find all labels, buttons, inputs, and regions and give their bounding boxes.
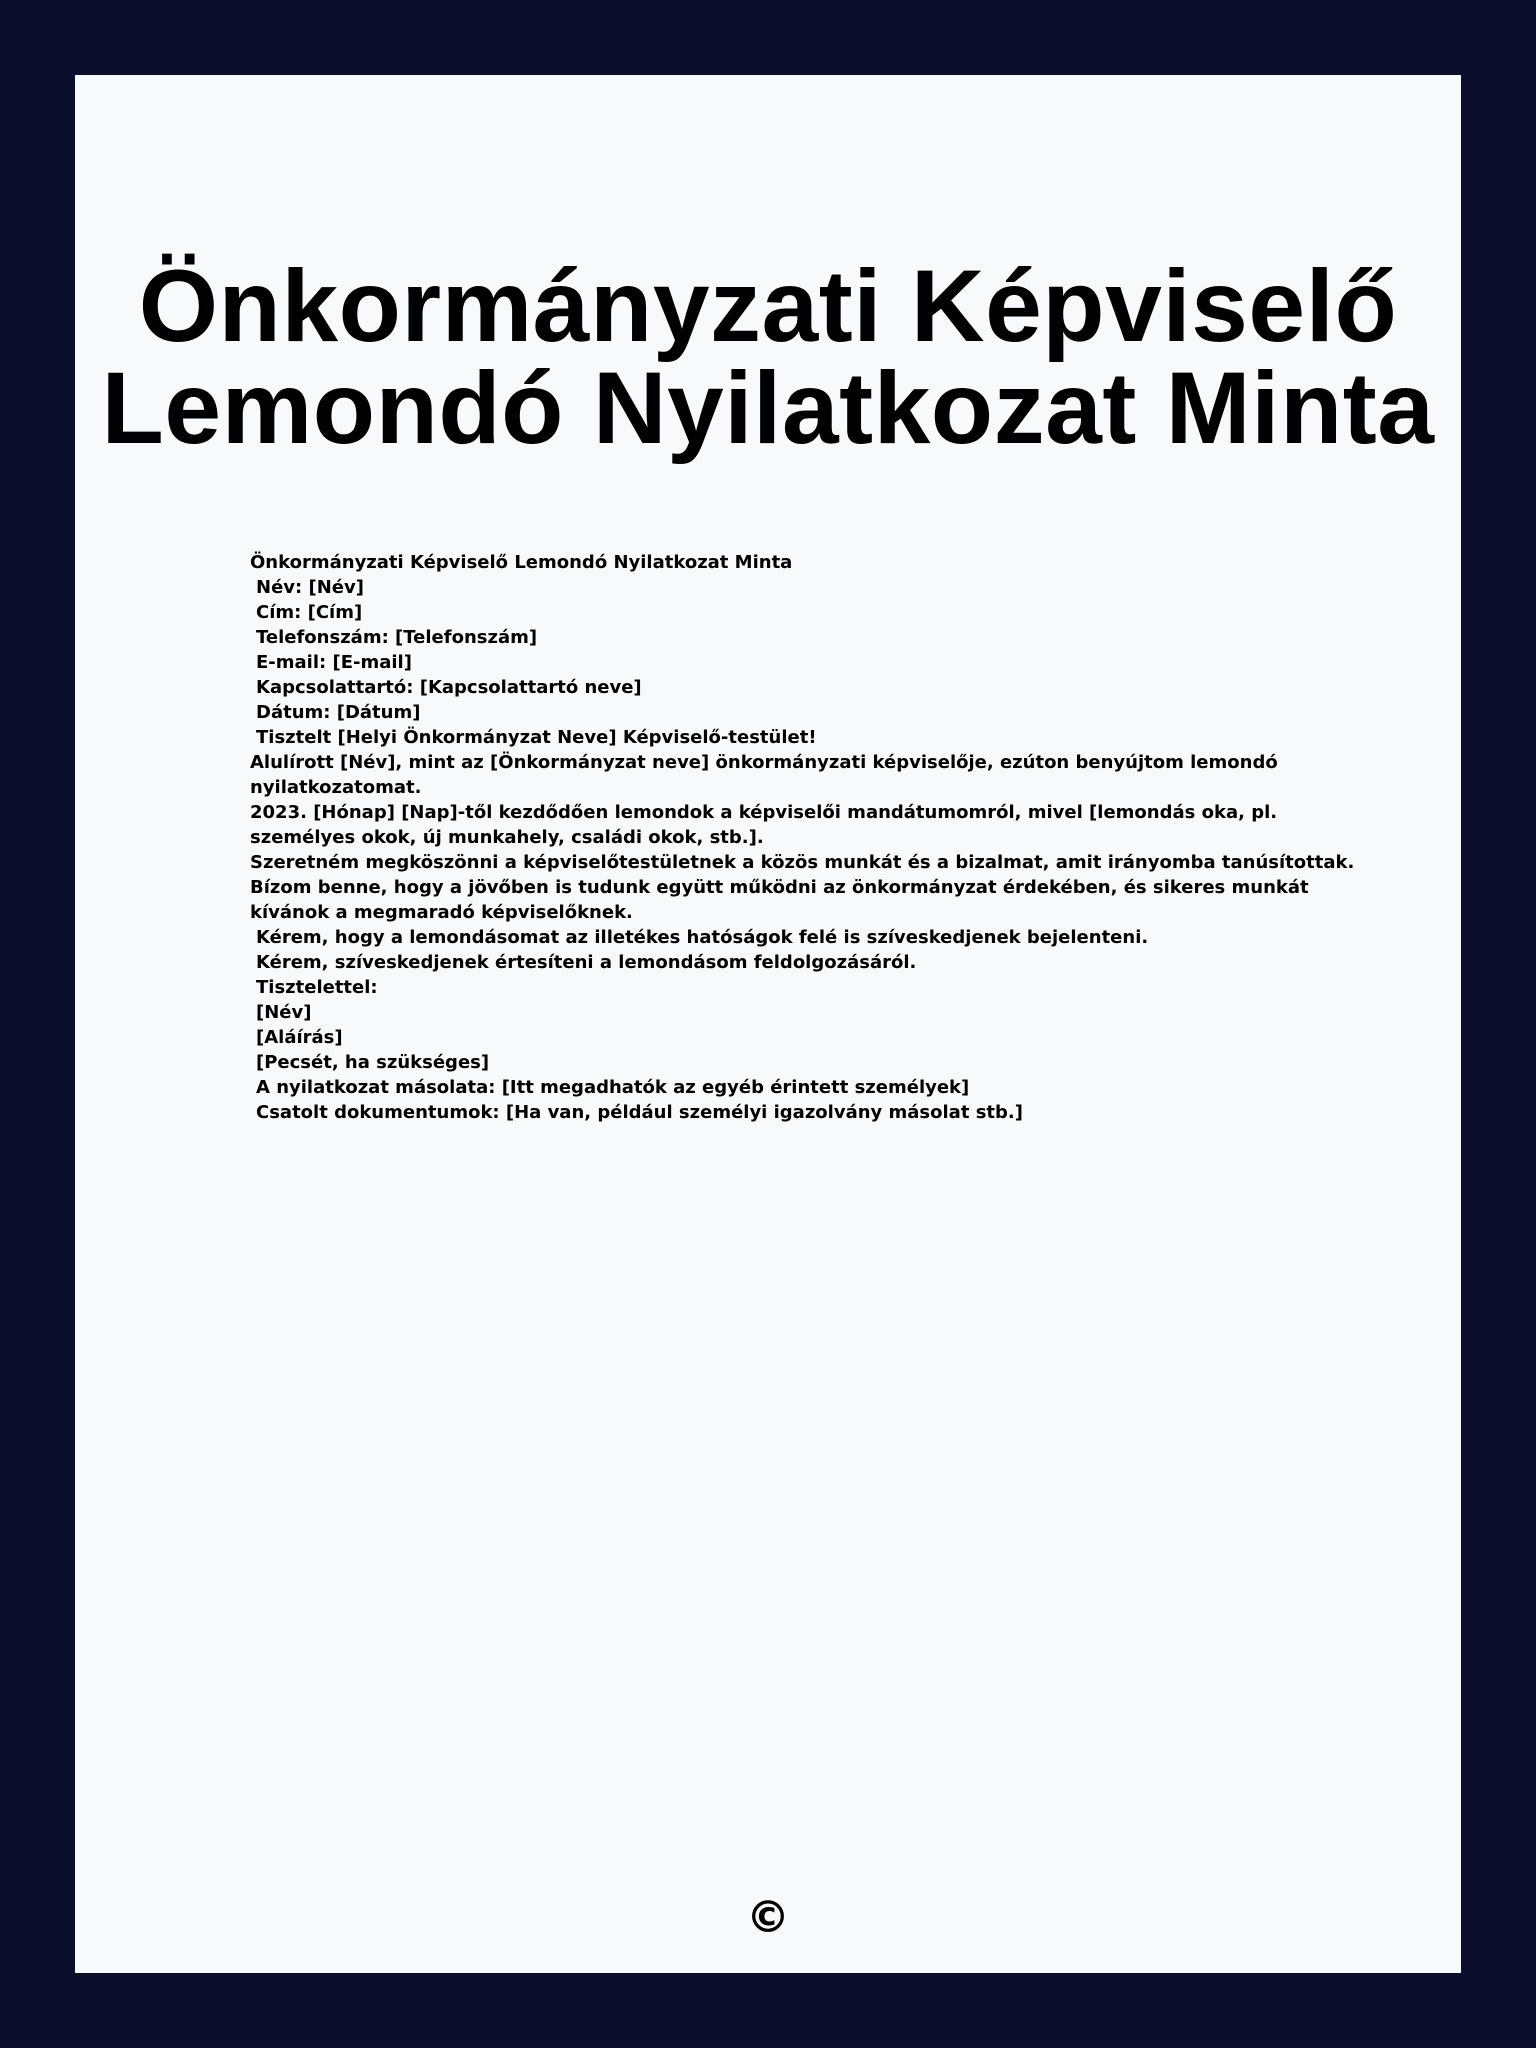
name-field: Név: [Név]	[256, 577, 364, 598]
stamp-placeholder: [Pecsét, ha szükséges]	[256, 1052, 490, 1073]
paragraph-1-line-1: Alulírott [Név], mint az [Önkormányzat neve] önkormányzati képviselője, ezúton benyújtom lemondó	[250, 752, 1278, 773]
email-field: E-mail: [E-mail]	[256, 652, 412, 673]
closing: Tisztelettel:	[256, 977, 378, 998]
copyright-icon: ©	[746, 1892, 790, 1943]
attachments: Csatolt dokumentumok: [Ha van, például személyi igazolvány másolat stb.]	[256, 1102, 1023, 1123]
contact-field: Kapcsolattartó: [Kapcsolattartó neve]	[256, 677, 642, 698]
date-field: Dátum: [Dátum]	[256, 702, 421, 723]
paragraph-3-line-1: Szeretném megköszönni a képviselőtestületnek a közös munkát és a bizalmat, amit irányomba tanúsítottak.	[250, 852, 1355, 873]
signature-placeholder: [Aláírás]	[256, 1027, 343, 1048]
title-line-2: Lemondó Nyilatkozat Minta	[101, 351, 1435, 465]
paragraph-2-line-2: személyes okok, új munkahely, családi okok, stb.].	[250, 827, 764, 848]
paragraph-3-line-3: kívánok a megmaradó képviselőknek.	[250, 902, 633, 923]
request-2: Kérem, szíveskedjenek értesíteni a lemondásom feldolgozásáról.	[256, 952, 917, 973]
body-heading: Önkormányzati Képviselő Lemondó Nyilatkozat Minta	[250, 552, 793, 573]
document-body	[250, 550, 1370, 1125]
paragraph-1-line-2: nyilatkozatomat.	[250, 777, 422, 798]
copy-recipients: A nyilatkozat másolata: [Itt megadhatók az egyéb érintett személyek]	[256, 1077, 970, 1098]
page-title	[75, 249, 1461, 465]
request-1: Kérem, hogy a lemondásomat az illetékes hatóságok felé is szíveskedjenek bejelenteni.	[256, 927, 1149, 948]
paragraph-2-line-1: 2023. [Hónap] [Nap]-től kezdődően lemondok a képviselői mandátumomról, mivel [lemondás oka, pl.	[250, 802, 1278, 823]
title-line-1: Önkormányzati Képviselő	[138, 249, 1398, 363]
phone-field: Telefonszám: [Telefonszám]	[256, 627, 538, 648]
document-page	[75, 75, 1461, 1973]
signature-name: [Név]	[256, 1002, 312, 1023]
paragraph-3-line-2: Bízom benne, hogy a jövőben is tudunk együtt működni az önkormányzat érdekében, és sikeres munkát	[250, 877, 1309, 898]
address-field: Cím: [Cím]	[256, 602, 363, 623]
salutation: Tisztelt [Helyi Önkormányzat Neve] Képviselő-testület!	[256, 727, 817, 748]
